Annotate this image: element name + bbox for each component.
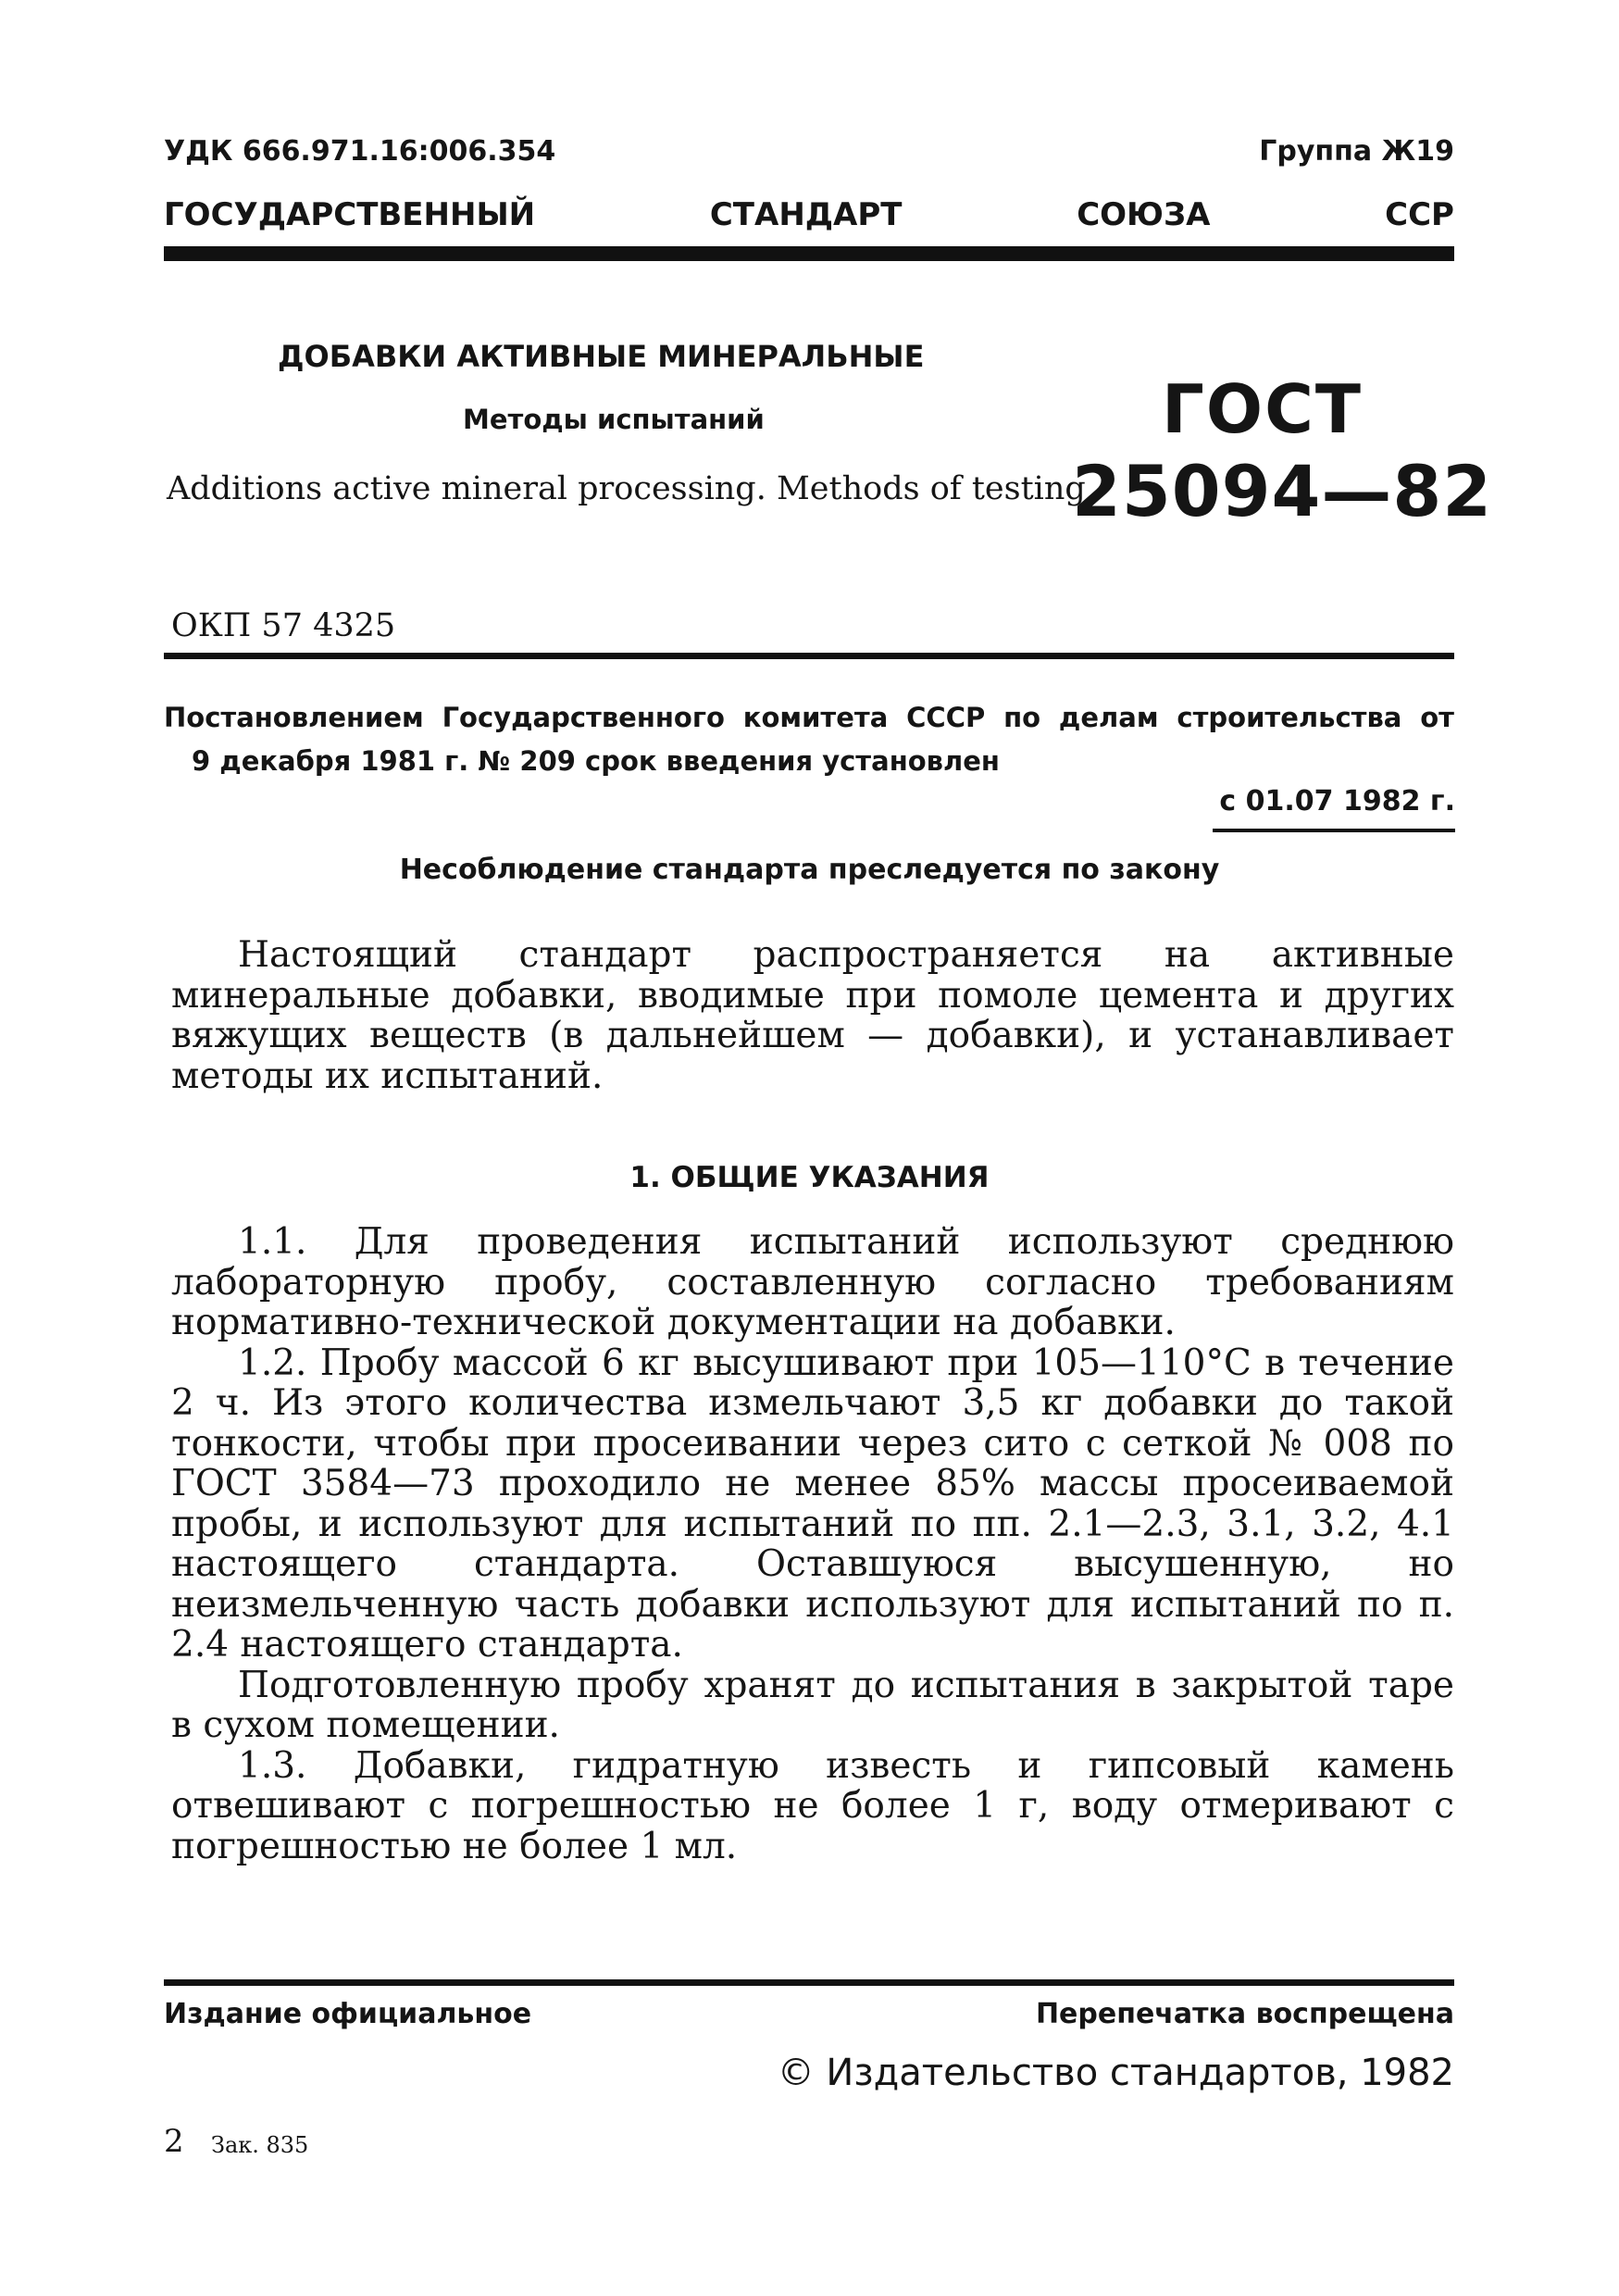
section-heading: 1. ОБЩИЕ УКАЗАНИЯ — [629, 1161, 990, 1194]
header-divider — [164, 246, 1454, 261]
page-number: 2 — [164, 2123, 184, 2160]
state-standard-word: ССР — [1385, 196, 1454, 233]
intro-paragraph: Настоящий стандарт распространяется на активные минеральные добавки, вводимые при помоле цемента и других вяжущих веществ (в дальнейшем — добавки), и устанавливает методы их испытаний. — [171, 934, 1454, 1097]
legal-notice: Несоблюдение стандарта преследуется по закону — [399, 854, 1220, 886]
state-standard-word: ГОСУДАРСТВЕННЫЙ — [164, 196, 536, 233]
decree-word: строительства — [1177, 702, 1402, 733]
decree-word: Постановлением — [164, 702, 424, 733]
footer-divider — [164, 1979, 1454, 1986]
state-standard-word: СТАНДАРТ — [709, 196, 903, 233]
section-body — [171, 1222, 1454, 1866]
decree-word: СССР — [906, 702, 986, 733]
decree-line-2: 9 декабря 1981 г. № 209 срок введения установлен — [192, 745, 1000, 777]
decree-word: по — [1003, 702, 1041, 733]
state-standard-word: СОЮЗА — [1077, 196, 1211, 233]
english-title: Additions active mineral processing. Methods of testing — [167, 470, 1086, 507]
edition-label: Издание официальное — [164, 1998, 532, 2030]
paragraph-1-1: 1.1. Для проведения испытаний используют среднюю лабораторную пробу, составленную согласно требованиям нормативно-технической документации на добавки. — [171, 1221, 1454, 1343]
document-title: ДОБАВКИ АКТИВНЫЕ МИНЕРАЛЬНЫЕ — [278, 339, 925, 374]
reprint-notice: Перепечатка воспрещена — [1035, 1998, 1454, 2030]
paragraph-storage: Подготовленную пробу хранят до испытания в закрытой таре в сухом помещении. — [171, 1664, 1454, 1746]
decree-word: от — [1420, 702, 1454, 733]
gost-number: 25094—82 — [1072, 450, 1493, 532]
intro-section — [171, 935, 1454, 1096]
paragraph-1-3: 1.3. Добавки, гидратную известь и гипсовый камень отвешивают с погрешностью не более 1 г, воду отмеривают с погрешностью не более 1 мл. — [171, 1744, 1454, 1867]
effective-date-underline — [1213, 829, 1455, 832]
effective-date: с 01.07 1982 г. — [1219, 785, 1455, 817]
group-code: Группа Ж19 — [1259, 135, 1454, 168]
gost-label: ГОСТ — [1162, 370, 1364, 448]
decree-word: комитета — [742, 702, 889, 733]
decree-word: Государственного — [442, 702, 725, 733]
document-subtitle: Методы испытаний — [463, 404, 765, 435]
decree-word: делам — [1058, 702, 1159, 733]
udk-code: УДК 666.971.16:006.354 — [164, 135, 556, 168]
publisher-copyright: © Издательство стандартов, 1982 — [777, 2052, 1454, 2094]
paragraph-1-2: 1.2. Пробу массой 6 кг высушивают при 105—110°С в течение 2 ч. Из этого количества измельчают 3,5 кг добавки до такой тонкости, чтобы при просеивании через сито с сеткой № 008 по ГОСТ 3584—73 проходило не менее 85% массы просеиваемой пробы, и используют для испытаний по пп. 2.1—2.3, 3.1, 3.2, 4.1 настоящего стандарта. Оставшуюся высушенную, но неизмельченную часть добавки используют для испытаний по п. 2.4 настоящего стандарта. — [171, 1341, 1454, 1666]
order-number: Зак. 835 — [211, 2132, 309, 2158]
okp-divider — [164, 653, 1454, 659]
state-standard-heading — [164, 196, 1454, 233]
decree-line-1 — [164, 702, 1454, 733]
okp-code: ОКП 57 4325 — [171, 607, 396, 644]
